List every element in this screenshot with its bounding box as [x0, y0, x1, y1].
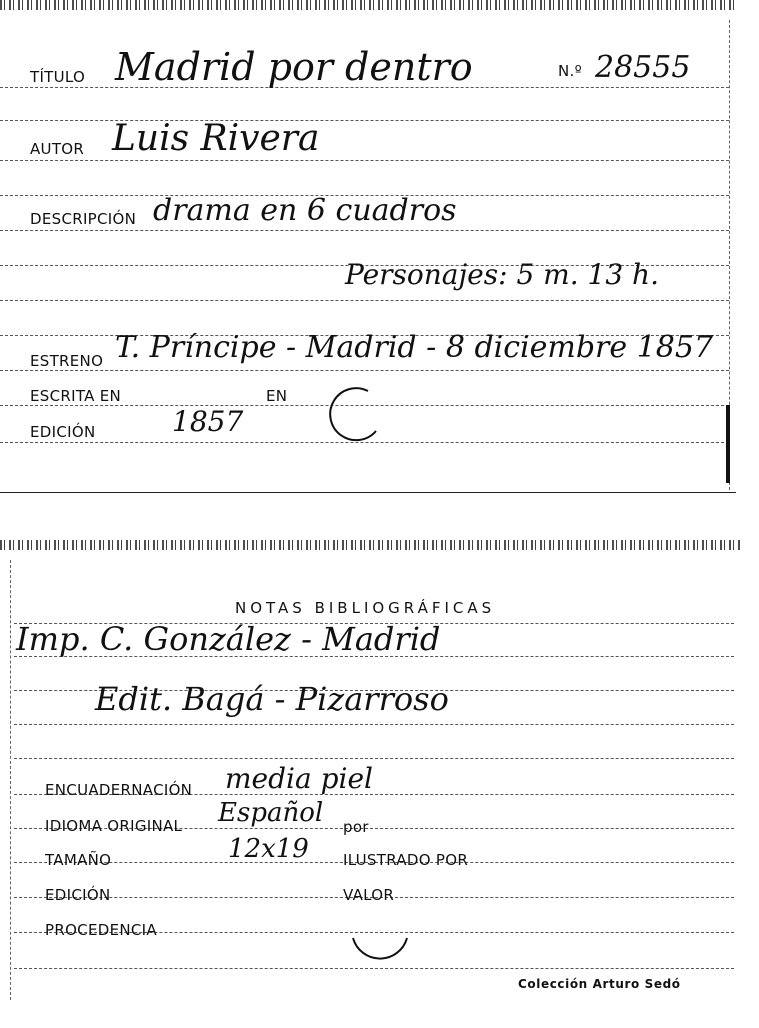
notas-line-2: Edit. Bagá - Pizarroso	[95, 680, 449, 718]
notas-title: NOTAS BIBLIOGRÁFICAS	[235, 599, 496, 617]
card-edge	[10, 560, 11, 1000]
titulo-value: Madrid por dentro	[115, 45, 473, 89]
autor-value: Luis Rivera	[112, 118, 320, 159]
coleccion-footer: Colección Arturo Sedó	[518, 977, 681, 991]
titulo-label: TÍTULO	[30, 68, 86, 86]
idioma-value: Español	[218, 798, 324, 828]
encuadernacion-value: media piel	[225, 762, 373, 795]
descripcion-label: DESCRIPCIÓN	[30, 210, 137, 228]
rule	[0, 370, 729, 371]
escrita-en-label: ESCRITA EN	[30, 387, 122, 405]
rule	[0, 230, 729, 231]
card-bracket	[720, 405, 736, 485]
edicion-label: EDICIÓN	[30, 423, 96, 441]
torn-edge	[0, 0, 736, 10]
por-label: por	[343, 818, 369, 836]
tamano-value: 12x19	[228, 834, 309, 864]
notas-line-1: Imp. C. González - Madrid	[16, 620, 441, 658]
punch-hole	[345, 932, 415, 974]
descripcion-value: drama en 6 cuadros	[153, 193, 457, 228]
edicion-label: EDICIÓN	[45, 886, 111, 904]
autor-label: AUTOR	[30, 140, 85, 158]
numero-label: N.º	[558, 62, 582, 80]
ilustrado-por-label: ILUSTRADO POR	[343, 851, 469, 869]
valor-label: VALOR	[343, 886, 395, 904]
rule	[0, 120, 729, 121]
procedencia-label: PROCEDENCIA	[45, 921, 157, 939]
descripcion-extra: Personajes: 5 m. 13 h.	[345, 258, 659, 291]
punch-hole	[320, 385, 390, 447]
catalog-card-bottom	[0, 540, 740, 1028]
numero-value: 28555	[595, 50, 691, 85]
edicion-value: 1857	[172, 405, 244, 438]
rule	[14, 758, 734, 759]
encuadernacion-label: ENCUADERNACIÓN	[45, 781, 193, 799]
estreno-label: ESTRENO	[30, 352, 104, 370]
rule	[0, 300, 729, 301]
idioma-label: IDIOMA ORIGINAL	[45, 817, 183, 835]
en-label: EN	[266, 387, 288, 405]
torn-edge	[0, 540, 740, 550]
catalog-card-top	[0, 0, 736, 493]
rule	[0, 160, 729, 161]
estreno-value: T. Príncipe - Madrid - 8 diciembre 1857	[115, 330, 714, 365]
rule	[14, 724, 734, 725]
tamano-label: TAMAÑO	[45, 851, 112, 869]
